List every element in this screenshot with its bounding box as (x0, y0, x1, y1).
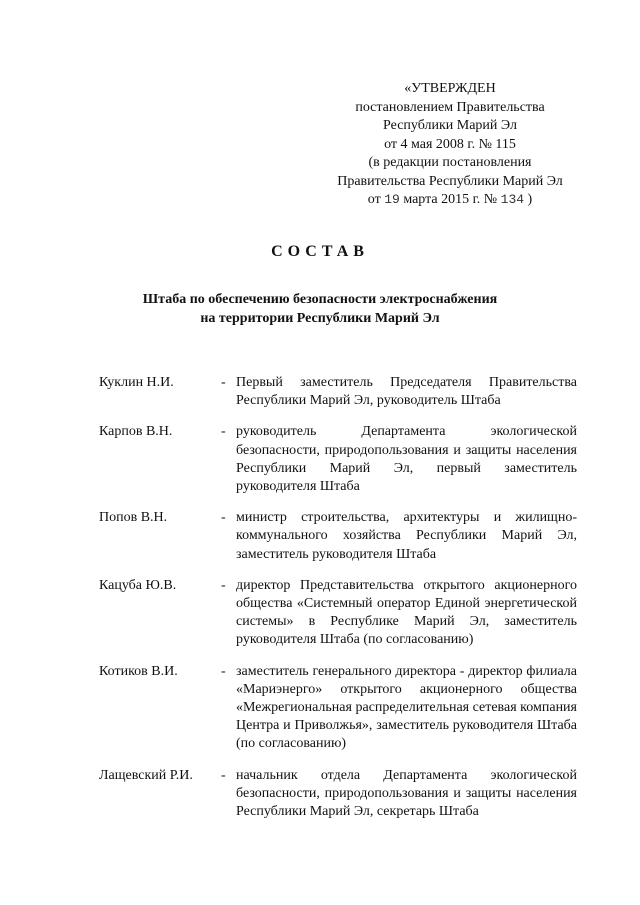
member-row (99, 509, 577, 564)
approval-line: (в редакции постановления (368, 155, 532, 170)
member-row (99, 577, 577, 650)
member-row (99, 767, 577, 822)
subtitle-line: на территории Республики Марий Эл (200, 311, 440, 326)
date-day: 19 (384, 192, 400, 207)
member-name: Попов В.Н. (99, 510, 168, 526)
document-title: СОСТАВ (271, 243, 369, 260)
member-name: Куклин Н.И. (99, 375, 174, 390)
member-dash: - (221, 375, 226, 390)
date-prefix: от (367, 192, 381, 207)
member-role: заместитель генерального директора - директор филиала «Мариэнерго» открытого акционерного общества «Межрегиональная распределительная сетевая компания Центра и Приволжья», заместитель руководителя Штаба (по согласованию) (236, 663, 577, 752)
member-dash: - (221, 510, 226, 526)
member-role: начальник отдела Департамента экологической безопасности, природопользования и защиты населения Республики Марий Эл, секретарь Штаба (236, 767, 577, 820)
subtitle-line: Штаба по обеспечению безопасности электроснабжения (142, 292, 498, 307)
member-row (99, 663, 577, 754)
decree-number: 134 (500, 192, 525, 207)
member-row (99, 374, 577, 410)
member-role: Первый заместитель Председателя Правительства Республики Марий Эл, руководитель Штаба (236, 375, 577, 409)
date-suffix: ) (527, 192, 533, 207)
approval-stamp (310, 80, 590, 210)
document-subtitle (0, 290, 640, 328)
approval-date-line (310, 191, 590, 210)
approval-line: от 4 мая 2008 г. № 115 (384, 136, 516, 152)
member-row (99, 423, 577, 496)
approval-line: Республики Марий Эл (383, 118, 517, 133)
member-dash: - (221, 424, 226, 440)
approval-line: Правительства Республики Марий Эл (337, 173, 563, 189)
approval-line: постановлением Правительства (355, 99, 545, 115)
member-role: министр строительства, архитектуры и жилищно-коммунального хозяйства Республики Марий Эл, заместитель руководителя Штаба (236, 510, 577, 562)
member-dash: - (221, 577, 226, 593)
member-role: руководитель Департамента экологической безопасности, природопользования и защиты населения Республики Марий Эл, первый заместитель руководителя Штаба (236, 424, 577, 495)
member-name: Котиков В.И. (99, 663, 178, 679)
member-role: директор Представительства открытого акционерного общества «Системный оператор Единой энергетической системы» в Республике Марий Эл, заместитель руководителя Штаба (по согласованию) (236, 577, 577, 648)
members-list (99, 374, 577, 834)
member-name: Лащевский Р.И. (99, 767, 193, 783)
member-name: Карпов В.Н. (99, 424, 173, 440)
member-dash: - (221, 767, 226, 783)
member-name: Кацуба Ю.В. (99, 577, 177, 593)
date-mid: марта 2015 г. № (403, 192, 498, 207)
approval-line: «УТВЕРЖДЕН (404, 81, 496, 96)
member-dash: - (221, 663, 226, 679)
